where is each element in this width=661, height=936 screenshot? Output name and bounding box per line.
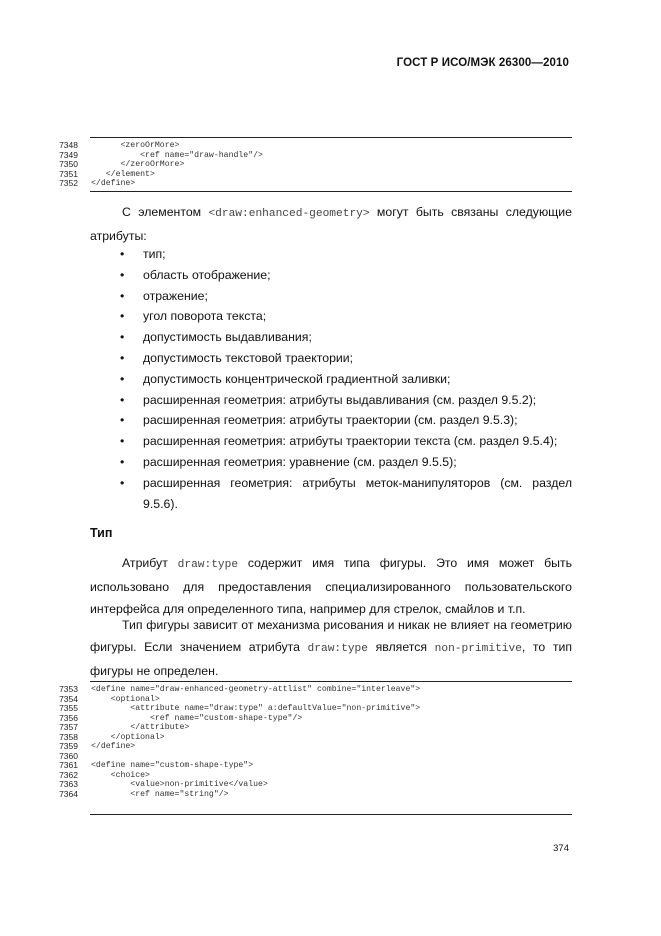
line-number: 7361 (59, 760, 78, 770)
attribute-text: допустимость текстовой траектории; (143, 350, 354, 365)
code-line (50, 179, 572, 189)
bullet: • (120, 371, 125, 386)
attribute-list-item (90, 410, 572, 431)
section-heading: Тип (90, 526, 113, 540)
bullet: • (120, 392, 125, 407)
code-text: </zeroOrMore> (91, 160, 185, 169)
type-paragraph-1 (90, 553, 572, 620)
line-number: 7353 (59, 684, 78, 694)
attribute-text: расширенная геометрия: атрибуты траектории (см. раздел 9.5.3); (143, 413, 518, 428)
attribute-text: угол поворота текста; (143, 309, 267, 324)
line-number: 7350 (59, 159, 78, 169)
code-line (50, 151, 572, 161)
code-text: <define name="custom-shape-type"> (91, 761, 254, 770)
code-text: </attribute> (91, 723, 190, 732)
code-line (50, 723, 572, 733)
attribute-text: отражение; (143, 288, 208, 303)
attribute-list-item (90, 431, 572, 452)
code-text: </optional> (91, 732, 165, 742)
code-line (50, 160, 572, 170)
attribute-list-item (90, 369, 572, 390)
code-bottom-rule (90, 191, 572, 192)
intro-text-after: могут быть связаны следующие атрибуты: (90, 205, 572, 243)
type-para1-after: содержит имя типа фигуры. Это имя может быть использовано для предоставления специализированного пользовательского интерфейса для определенного типа, например для стрелок, смайлов и т.п. (90, 556, 573, 616)
code-line (50, 733, 572, 743)
bullet: • (120, 413, 125, 428)
code-text: <define name="draw-enhanced-geometry-attlist" combine="interleave"> (91, 685, 421, 694)
bullet: • (120, 247, 125, 261)
attribute-list-item (90, 390, 572, 411)
attribute-text: расширенная геометрия: атрибуты меток-манипуляторов (см. раздел 9.5.6). (143, 475, 572, 511)
bullet: • (120, 434, 125, 449)
type-para2-value: non-primitive (434, 642, 522, 655)
type-para2-attr: draw:type (307, 642, 368, 655)
type-paragraph-2 (90, 615, 572, 682)
line-number: 7359 (59, 741, 78, 751)
line-number: 7358 (59, 731, 78, 742)
code-text: <ref name="string"/> (91, 789, 229, 799)
code-text: </define> (91, 179, 136, 188)
code2-top-rule (90, 681, 572, 682)
code-line (50, 695, 572, 705)
bullet: • (120, 288, 125, 303)
bullet: • (120, 475, 125, 490)
standard-header: ГОСТ Р ИСО/МЭК 26300—2010 (396, 57, 569, 69)
line-number: 7362 (59, 769, 78, 780)
attribute-list-item (90, 473, 572, 515)
line-number: 7363 (59, 779, 78, 789)
line-number: 7355 (59, 703, 78, 713)
attribute-list (90, 244, 572, 514)
line-number: 7348 (59, 140, 78, 150)
code-line (50, 771, 572, 781)
code-line (50, 742, 572, 752)
code-text: </element> (91, 169, 155, 179)
bullet: • (120, 309, 125, 324)
code-line (50, 714, 572, 724)
type-para1-before: Атрибут (122, 556, 178, 570)
line-number: 7356 (59, 712, 78, 723)
line-number: 7354 (59, 693, 78, 704)
line-number: 7352 (59, 178, 78, 188)
attribute-text: допустимость концентрической градиентной заливки; (143, 371, 451, 386)
code-text: <ref name="custom-shape-type"/> (91, 713, 303, 723)
attribute-text: допустимость выдавливания; (143, 330, 312, 345)
code-line (50, 685, 572, 695)
code-block-1 (50, 141, 572, 189)
code-text: <optional> (91, 694, 160, 704)
code-text: <zeroOrMore> (91, 141, 180, 150)
code-line (50, 780, 572, 790)
page-number: 374 (553, 843, 569, 854)
line-number: 7357 (59, 722, 78, 732)
line-number: 7364 (59, 788, 78, 799)
code-block-2 (50, 685, 572, 799)
line-number: 7349 (59, 149, 78, 160)
code-line (50, 761, 572, 771)
bullet: • (120, 267, 125, 282)
type-para2-part1: Тип фигуры зависит от механизма рисования и никак не влияет на геометрию фигуры. Если значением атрибута (90, 618, 572, 654)
type-para2-part3: , то тип фигуры не определен. (90, 639, 573, 678)
code-top-rule (90, 137, 572, 138)
attribute-list-item (90, 348, 572, 369)
attribute-text: расширенная геометрия: атрибуты выдавливания (см. раздел 9.5.2); (143, 392, 537, 407)
bullet: • (120, 454, 125, 469)
attribute-list-item (90, 286, 572, 307)
line-number: 7360 (59, 750, 78, 761)
attribute-text: тип; (143, 247, 166, 261)
code-text: </define> (91, 742, 136, 751)
bullet: • (120, 350, 125, 365)
code-line (50, 790, 572, 800)
code-text: <ref name="draw-handle"/> (91, 150, 263, 160)
code-text: <attribute name="draw:type" a:defaultValue="non-primitive"> (91, 704, 421, 713)
attribute-text: область отображение; (143, 267, 271, 282)
bullet: • (120, 330, 125, 345)
code-line (50, 141, 572, 151)
type-para2-part2: является (367, 639, 435, 654)
intro-paragraph (90, 202, 572, 248)
attribute-list-item (90, 244, 572, 265)
intro-element-name: <draw:enhanced-geometry> (208, 208, 370, 220)
type-para1-attr: draw:type (177, 559, 239, 571)
code2-bottom-rule (90, 814, 572, 815)
attribute-text: расширенная геометрия: атрибуты траектории текста (см. раздел 9.5.4); (143, 434, 558, 449)
code-line (50, 704, 572, 714)
code-text: <value>non-primitive</value> (91, 780, 268, 789)
intro-text-before: С элементом (122, 205, 209, 219)
line-number: 7351 (59, 168, 78, 179)
code-line (50, 752, 572, 762)
attribute-text: расширенная геометрия: уравнение (см. раздел 9.5.5); (143, 454, 457, 469)
attribute-list-item (90, 306, 572, 327)
code-text: <choice> (91, 770, 150, 780)
attribute-list-item (90, 452, 572, 473)
code-line (50, 170, 572, 180)
attribute-list-item (90, 265, 572, 286)
attribute-list-item (90, 327, 572, 348)
